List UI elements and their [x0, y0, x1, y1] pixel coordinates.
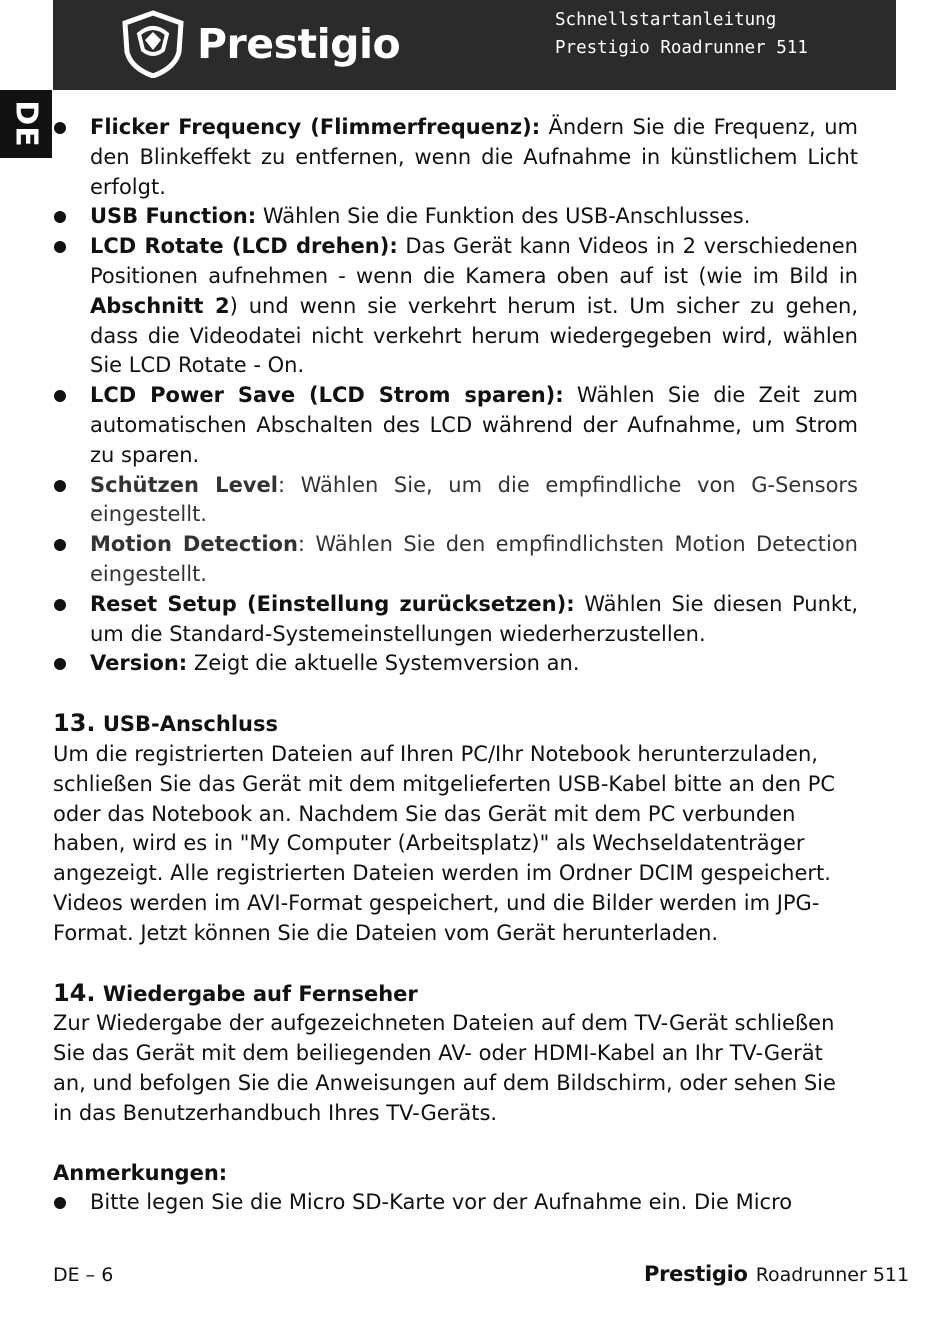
item-text: Wählen Sie diesen Punkt, um die Standard-Systemeinstellungen wiederherzustellen. [90, 591, 858, 646]
section-usb [53, 709, 858, 948]
list-item-lcd-power-save [53, 381, 858, 470]
page-number: DE – 6 [53, 1264, 114, 1286]
list-item-protection-level [53, 471, 858, 531]
item-text: : Wählen Sie den empfindlichsten Motion Detection eingestellt. [90, 532, 858, 586]
term-label: LCD Rotate (LCD drehen): [90, 234, 398, 259]
header-title-block [555, 6, 808, 62]
notes-title: Anmerkungen: [53, 1160, 228, 1185]
list-item-motion-detection [53, 530, 858, 590]
crest-icon [119, 10, 187, 78]
header-line-product: Prestigio Roadrunner 511 [555, 38, 808, 58]
section-title: USB-Anschluss [102, 712, 278, 737]
page-footer-brand [644, 1262, 909, 1286]
term-label: Version: [90, 651, 188, 676]
term-label: Reset Setup (Einstellung zurücksetzen): [90, 591, 575, 616]
note-text: Bitte legen Sie die Micro SD-Karte vor der Aufnahme ein. Die Micro [90, 1190, 793, 1215]
list-item-usb-function [53, 202, 858, 232]
list-item-version [53, 649, 858, 679]
language-tab [0, 90, 52, 158]
page-content [53, 113, 858, 1218]
list-item-note [53, 1188, 858, 1218]
header-line-guide: Schnellstartanleitung [555, 10, 777, 30]
brand-wordmark: Prestigio [197, 20, 401, 68]
section-title: Wiedergabe auf Fernseher [102, 981, 418, 1006]
item-text: Ändern Sie die Frequenz, um den Blinkeffekt zu entfernen, wenn die Aufnahme in künstlichem Licht erfolgt. [90, 115, 858, 199]
item-text: Das Gerät kann Videos in 2 verschiedenen Positionen aufnehmen - wenn die Kamera oben auf ist (wie im Bild in [90, 234, 858, 288]
term-label: LCD Power Save (LCD Strom sparen): [90, 383, 564, 408]
list-item-lcd-rotate [53, 232, 858, 381]
term-label: Motion Detection [90, 532, 298, 557]
section-reference: Abschnitt 2 [90, 293, 230, 318]
term-label: USB Function: [90, 204, 257, 229]
item-text: : Wählen Sie, um die empfindliche von G-Sensors eingestellt. [90, 472, 858, 527]
section-heading [53, 979, 858, 1010]
section-number: 14. [53, 978, 96, 1007]
list-item-flicker [53, 113, 858, 202]
item-text: Wählen Sie die Zeit zum automatischen Abschalten des LCD während der Aufnahme, um Strom zu sparen. [90, 383, 858, 467]
language-tab-label: DE [8, 100, 44, 148]
notes-list [53, 1188, 858, 1218]
notes-block [53, 1159, 858, 1219]
term-label: Schützen Level [90, 472, 278, 497]
footer-model: Roadrunner 511 [755, 1264, 910, 1286]
page-header [53, 0, 896, 90]
item-text: ) und wenn sie verkehrt herum ist. Um sicher zu gehen, dass die Videodatei nicht verkehrt herum wiedergegeben wird, wählen Sie LCD Rotate - On. [90, 293, 858, 378]
term-label: Flicker Frequency (Flimmerfrequenz): [90, 115, 541, 139]
section-tv-playback [53, 979, 858, 1129]
footer-logo: Prestigio [644, 1262, 748, 1286]
section-body: Um die registrierten Dateien auf Ihren PC/Ihr Notebook herunterzuladen, schließen Sie das Gerät mit dem mitgelieferten USB-Kabel bitte an den PC oder das Notebook an. Nachdem Sie das Gerät mit dem PC verbunden haben, wird es in "My Computer (Arbeitsplatz)" als Wechseldatenträger angezeigt. Alle registrierten Dateien werden im Ordner DCIM gespeichert. Videos werden im AVI-Format gespeichert, und die Bilder werden im JPG-Format. Jetzt können Sie die Dateien vom Gerät herunterladen. [53, 741, 836, 945]
item-text: Wählen Sie die Funktion des USB-Anschlusses. [256, 204, 751, 229]
section-heading [53, 709, 858, 740]
settings-list [53, 113, 858, 679]
list-item-reset-setup [53, 590, 858, 650]
section-body: Zur Wiedergabe der aufgezeichneten Dateien auf dem TV-Gerät schließen Sie das Gerät mit dem beiliegenden AV- oder HDMI-Kabel an Ihr TV-Gerät an, und befolgen Sie die Anweisungen auf dem Bildschirm, oder sehen Sie in das Benutzerhandbuch Ihres TV-Geräts. [53, 1011, 836, 1125]
section-number: 13. [53, 709, 96, 738]
item-text: Zeigt die aktuelle Systemversion an. [187, 651, 580, 676]
prestigio-logo [119, 10, 429, 78]
